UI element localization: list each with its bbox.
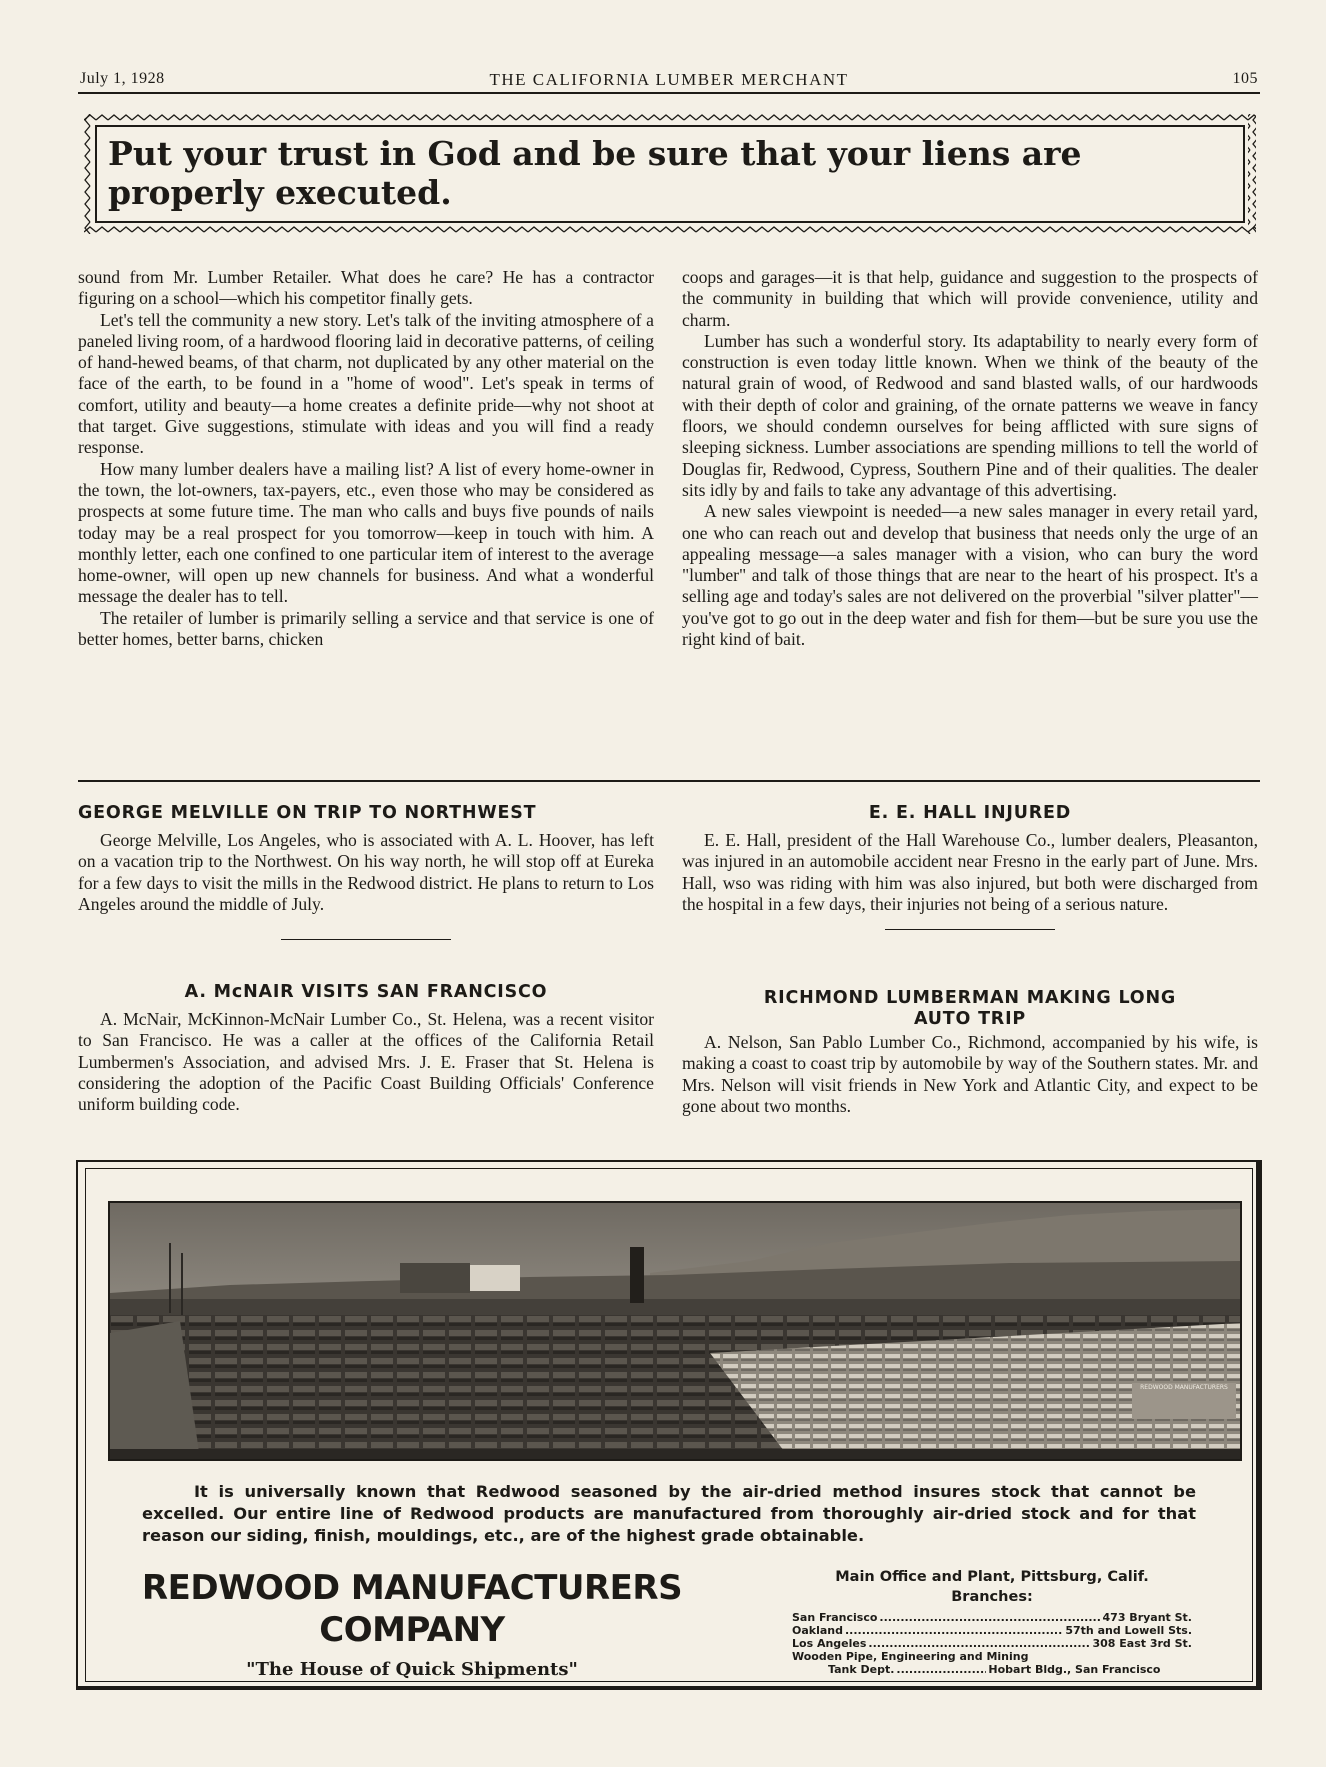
news-headline: RICHMOND LUMBERMAN MAKING LONG AUTO TRIP bbox=[763, 988, 1177, 1029]
company-block bbox=[132, 1567, 692, 1680]
pipe-dept-address: Hobart Bldg., San Francisco bbox=[988, 1663, 1161, 1676]
lumber-yard-panorama bbox=[110, 1203, 1240, 1459]
short-divider bbox=[281, 939, 451, 940]
article-left-column bbox=[78, 267, 654, 650]
branch-row bbox=[792, 1611, 1192, 1624]
motto-box bbox=[84, 114, 1256, 234]
news-headline: A. McNAIR VISITS SAN FRANCISCO bbox=[184, 982, 548, 1002]
motto-text: Put your trust in God and be sure that your liens are properly executed. bbox=[108, 134, 1082, 212]
pipe-dept-line: Wooden Pipe, Engineering and Mining bbox=[792, 1650, 1029, 1663]
section-divider bbox=[78, 780, 1260, 782]
company-name-line2: COMPANY bbox=[319, 1610, 505, 1650]
pipe-dept-row bbox=[792, 1663, 1192, 1676]
article-right-column bbox=[682, 267, 1258, 650]
ad-shadow-right bbox=[1256, 1160, 1260, 1690]
news-body: A. Nelson, San Pablo Lumber Co., Richmond, accompanied by his wife, is making a coast to coast trip by automobile by way of the Southern states. Mr. and Mrs. Nelson will visit friends in New York and Atlantic City, and expect to be gone about two months. bbox=[682, 1032, 1258, 1116]
short-divider bbox=[885, 929, 1055, 930]
publication-title: THE CALIFORNIA LUMBER MERCHANT bbox=[489, 70, 849, 89]
branch-address: 473 Bryant St. bbox=[1102, 1611, 1192, 1624]
branch-row bbox=[792, 1637, 1192, 1650]
branch-city: Los Angeles bbox=[792, 1637, 867, 1650]
leader-dots bbox=[845, 1624, 1063, 1637]
news-item bbox=[78, 803, 654, 940]
ad-shadow-bottom bbox=[76, 1686, 1262, 1690]
article-paragraph: coops and garages—it is that help, guidance and suggestion to the prospects of the community in building that which will provide convenience, utility and charm. bbox=[682, 267, 1258, 330]
branch-address: 308 East 3rd St. bbox=[1092, 1637, 1192, 1650]
company-slogan: "The House of Quick Shipments" bbox=[246, 1659, 578, 1680]
article-paragraph: How many lumber dealers have a mailing list? A list of every home-owner in the town, the lot-owners, tax-payers, etc., even those who may be considered as prospects at some future time. The man who calls and buys five pounds of nails today may be a real prospect for you tomorrow—keep in touch with him. A monthly letter, each one confined to one particular item of interest to the average home-owner, will open up new channels for business. And what a wonderful message the dealer has to tell. bbox=[78, 458, 654, 607]
leader-dots bbox=[896, 1663, 986, 1676]
article-paragraph: sound from Mr. Lumber Retailer. What does he care? He has a contractor figuring on a school—which his competitor finally gets. bbox=[78, 267, 654, 309]
article-paragraph: Let's tell the community a new story. Let's talk of the inviting atmosphere of a paneled living room, of a hardwood flooring laid in decorative patterns, of ceiling of hand-hewed beams, of that charm, not duplicated by any other material on the face of the earth, to be found in a "home of wood". Let's speak in terms of comfort, utility and beauty—a home creates a definite pride—why not shoot at that target. Give suggestions, stimulate with ideas and you will find a ready response. bbox=[78, 309, 654, 458]
branch-row bbox=[792, 1624, 1192, 1637]
branch-city: Oakland bbox=[792, 1624, 843, 1637]
news-item bbox=[682, 988, 1258, 1117]
news-headline: GEORGE MELVILLE ON TRIP TO NORTHWEST bbox=[78, 803, 537, 823]
office-listing bbox=[792, 1567, 1192, 1676]
branches-label: Branches: bbox=[951, 1589, 1033, 1605]
lumber-yard-photo bbox=[108, 1201, 1242, 1461]
article-paragraph: Lumber has such a wonderful story. Its adaptability to nearly every form of construction is even today little known. When we think of the beauty of the natural grain of wood, of Redwood and sand blasted walls, of our hardwoods with their depth of color and graining, of the ornate patterns we weave in fancy floors, we should condemn ourselves for being afflicted with sure signs of sleeping sickness. Lumber associations are spending millions to tell the world of Douglas fir, Redwood, Cypress, Southern Pine and of their qualities. The dealer sits idly by and fails to take any advantage of this advertising. bbox=[682, 330, 1258, 500]
redwood-advertisement bbox=[76, 1160, 1262, 1690]
ad-inner-frame bbox=[85, 1168, 1253, 1682]
news-body: E. E. Hall, president of the Hall Warehouse Co., lumber dealers, Pleasanton, was injured in an automobile accident near Fresno in the early part of June. Mrs. Hall, wso was riding with him was also injured, but both were discharged from the hospital in a few days, their injuries not being of a serious nature. bbox=[682, 830, 1258, 914]
branch-address: 57th and Lowell Sts. bbox=[1065, 1624, 1192, 1637]
leader-dots bbox=[879, 1611, 1100, 1624]
pipe-dept-label: Tank Dept. bbox=[828, 1663, 895, 1676]
article-paragraph: The retailer of lumber is primarily selling a service and that service is one of better homes, better barns, chicken bbox=[78, 607, 654, 650]
main-office: Main Office and Plant, Pittsburg, Calif. bbox=[835, 1569, 1149, 1585]
page-number: 105 bbox=[1232, 70, 1258, 87]
news-headline: E. E. HALL INJURED bbox=[868, 803, 1072, 823]
leader-dots bbox=[868, 1637, 1090, 1650]
article-paragraph: A new sales viewpoint is needed—a new sales manager in every retail yard, one who can reach out and develop that business that needs only the urge of an appealing message—a sales manager with a vision, who can bury the word "lumber" and talk of those things that are near to the heart of his prospect. It's a selling age and today's sales are not delivered on the proverbial "silver platter"—you've got to go out in the deep water and fish for them—but be sure you use the right kind of bait. bbox=[682, 501, 1258, 650]
company-name: REDWOOD MANUFACTURERS bbox=[141, 1568, 683, 1608]
photo-inset-caption: REDWOOD MANUFACTURERS bbox=[1132, 1383, 1236, 1419]
news-body: George Melville, Los Angeles, who is associated with A. L. Hoover, has left on a vacation trip to the Northwest. On his way north, he will stop off at Eureka for a few days to visit the mills in the Redwood district. He plans to return to Los Angeles around the middle of July. bbox=[78, 830, 654, 914]
branch-city: San Francisco bbox=[792, 1611, 878, 1624]
issue-date: July 1, 1928 bbox=[80, 70, 165, 87]
page-header bbox=[78, 68, 1260, 94]
ad-body-text: It is universally known that Redwood seasoned by the air-dried method insures stock that cannot be excelled. Our entire line of Redwood products are manufactured from thoroughly air-dried stock and for that reason our siding, finish, mouldings, etc., are of the highest grade obtainable. bbox=[142, 1482, 1196, 1545]
news-item bbox=[682, 803, 1258, 930]
news-body: A. McNair, McKinnon-McNair Lumber Co., St. Helena, was a recent visitor to San Francisco. He was a caller at the offices of the California Retail Lumbermen's Association, and advised Mrs. J. E. Fraser that St. Helena is considering the adoption of the Pacific Coast Building Officials' Conference uniform building code. bbox=[78, 1009, 654, 1115]
news-item bbox=[78, 982, 654, 1115]
